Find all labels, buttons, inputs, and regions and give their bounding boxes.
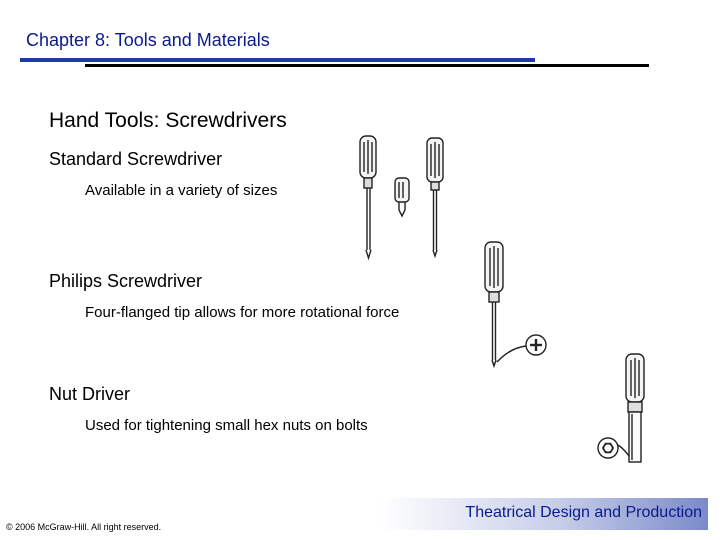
slide-title: Hand Tools: Screwdrivers xyxy=(49,109,287,132)
section-heading-nut-driver: Nut Driver xyxy=(49,384,131,404)
standard-screwdriver-illustration xyxy=(355,132,455,262)
footer-book-title: Theatrical Design and Production xyxy=(465,504,702,521)
chapter-title: Chapter 8: Tools and Materials xyxy=(26,30,270,50)
header-rule-black xyxy=(85,64,649,67)
section-text-nut-driver: Used for tightening small hex nuts on bolts xyxy=(85,417,368,434)
section-heading-standard: Standard Screwdriver xyxy=(49,149,223,169)
section-text-standard: Available in a variety of sizes xyxy=(85,182,278,199)
copyright-notice: © 2006 McGraw-Hill. All right reserved. xyxy=(6,522,162,532)
header-rule-blue xyxy=(20,58,535,62)
philips-screwdriver-illustration xyxy=(480,238,560,370)
section-text-philips: Four-flanged tip allows for more rotational force xyxy=(85,304,400,321)
nut-driver-illustration xyxy=(590,352,670,470)
section-heading-philips: Philips Screwdriver xyxy=(49,271,203,291)
